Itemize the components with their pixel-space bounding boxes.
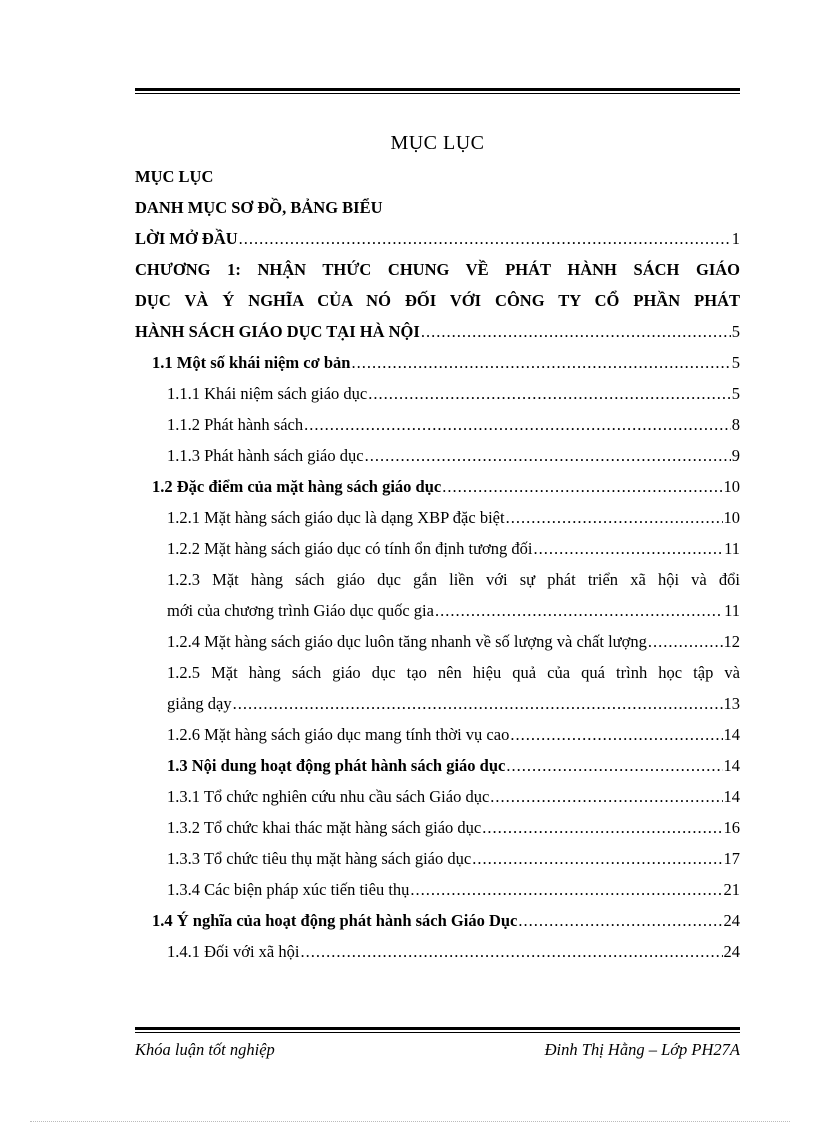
dot-leader bbox=[648, 632, 723, 652]
toc-entry[interactable] bbox=[135, 725, 740, 756]
toc-entry[interactable] bbox=[135, 291, 740, 322]
toc-page-number: 24 bbox=[723, 911, 740, 930]
dot-leader bbox=[506, 756, 722, 776]
toc-entry-text: 1.3.2 Tổ chức khai thác mặt hàng sách giáo dục bbox=[167, 818, 482, 837]
toc-entry[interactable] bbox=[135, 260, 740, 291]
toc-entry[interactable] bbox=[135, 477, 740, 508]
dot-leader bbox=[351, 353, 730, 373]
toc-entry-text: giảng dạy bbox=[167, 694, 232, 713]
dot-leader bbox=[442, 477, 722, 497]
toc-entry-text: 1.2.6 Mặt hàng sách giáo dục mang tính thời vụ cao bbox=[167, 725, 510, 744]
toc-page-number: 5 bbox=[731, 353, 740, 372]
toc-entry-text: LỜI MỞ ĐẦU bbox=[135, 229, 238, 248]
toc-page-number: 21 bbox=[723, 880, 740, 899]
toc-entry-text: 1.2.2 Mặt hàng sách giáo dục có tính ổn định tương đối bbox=[167, 539, 533, 558]
toc-entry[interactable] bbox=[135, 167, 740, 198]
toc-page-number: 10 bbox=[723, 477, 740, 496]
toc-page-number: 14 bbox=[723, 725, 740, 744]
dot-leader bbox=[421, 322, 731, 342]
dot-leader bbox=[510, 725, 722, 745]
toc-page-number: 1 bbox=[731, 229, 740, 248]
table-of-contents bbox=[135, 167, 740, 973]
toc-entry[interactable] bbox=[135, 880, 740, 911]
dot-leader bbox=[239, 229, 731, 249]
toc-page-number: 11 bbox=[724, 601, 740, 620]
toc-page-number: 5 bbox=[731, 384, 740, 403]
toc-entry[interactable] bbox=[135, 663, 740, 694]
toc-entry-text: 1.1 Một số khái niệm cơ bản bbox=[152, 353, 351, 372]
toc-page-number: 11 bbox=[724, 539, 740, 558]
toc-entry[interactable] bbox=[135, 601, 740, 632]
dot-leader bbox=[472, 849, 722, 869]
toc-page-number: 5 bbox=[731, 322, 740, 341]
toc-entry-text: 1.2.5 Mặt hàng sách giáo dục tạo nên hiệu quả của quá trình học tập và bbox=[167, 663, 740, 682]
toc-entry[interactable] bbox=[135, 756, 740, 787]
toc-entry[interactable] bbox=[135, 353, 740, 384]
dot-leader bbox=[304, 415, 731, 435]
dot-leader bbox=[518, 911, 722, 931]
toc-entry-text: 1.1.1 Khái niệm sách giáo dục bbox=[167, 384, 368, 403]
page-title: MỤC LỤC bbox=[390, 132, 485, 154]
dot-leader bbox=[435, 601, 723, 621]
toc-entry-text: 1.3.4 Các biện pháp xúc tiến tiêu thụ bbox=[167, 880, 410, 899]
toc-entry[interactable] bbox=[135, 384, 740, 415]
toc-entry-text: 1.2 Đặc điểm của mặt hàng sách giáo dục bbox=[152, 477, 442, 496]
toc-entry[interactable] bbox=[135, 322, 740, 353]
footer-right-text: Đinh Thị Hằng – Lớp PH27A bbox=[544, 1040, 740, 1059]
footer-rule bbox=[135, 1027, 740, 1033]
toc-entry[interactable] bbox=[135, 694, 740, 725]
toc-page-number: 14 bbox=[723, 787, 740, 806]
toc-entry[interactable] bbox=[135, 849, 740, 880]
toc-entry-text: DỤC VÀ Ý NGHĨA CỦA NÓ ĐỐI VỚI CÔNG TY CỔ PHẦN PHÁT bbox=[135, 291, 740, 310]
page-footer bbox=[135, 1040, 740, 1060]
toc-entry-text: 1.3 Nội dung hoạt động phát hành sách giáo dục bbox=[167, 756, 506, 775]
toc-entry[interactable] bbox=[135, 508, 740, 539]
toc-entry-text: 1.2.3 Mặt hàng sách giáo dục gắn liền với sự phát triển xã hội và đổi bbox=[167, 570, 740, 589]
dot-leader bbox=[365, 446, 731, 466]
dot-leader bbox=[300, 942, 722, 962]
toc-entry-text: mới của chương trình Giáo dục quốc gia bbox=[167, 601, 434, 620]
toc-entry[interactable] bbox=[135, 539, 740, 570]
toc-page-number: 10 bbox=[723, 508, 740, 527]
dot-leader bbox=[368, 384, 731, 404]
header-rule bbox=[135, 88, 740, 94]
toc-page-number: 24 bbox=[723, 942, 740, 961]
dot-leader bbox=[490, 787, 722, 807]
toc-entry-text: 1.1.3 Phát hành sách giáo dục bbox=[167, 446, 364, 465]
toc-entry[interactable] bbox=[135, 787, 740, 818]
toc-entry-text: 1.1.2 Phát hành sách bbox=[167, 415, 304, 434]
toc-entry-text: 1.3.1 Tổ chức nghiên cứu nhu cầu sách Giáo dục bbox=[167, 787, 490, 806]
toc-entry-text: CHƯƠNG 1: NHẬN THỨC CHUNG VỀ PHÁT HÀNH SÁCH GIÁO bbox=[135, 260, 740, 279]
dot-leader bbox=[506, 508, 723, 528]
toc-entry[interactable] bbox=[135, 415, 740, 446]
toc-entry-text: MỤC LỤC bbox=[135, 167, 214, 186]
toc-entry[interactable] bbox=[135, 911, 740, 942]
toc-entry[interactable] bbox=[135, 818, 740, 849]
toc-page-number: 13 bbox=[723, 694, 740, 713]
toc-page-number: 17 bbox=[723, 849, 740, 868]
toc-entry-text: 1.2.4 Mặt hàng sách giáo dục luôn tăng nhanh về số lượng và chất lượng bbox=[167, 632, 647, 651]
toc-entry[interactable] bbox=[135, 632, 740, 663]
toc-page-number: 16 bbox=[723, 818, 740, 837]
dot-leader bbox=[233, 694, 723, 714]
toc-page-number: 12 bbox=[723, 632, 740, 651]
page-bottom-edge bbox=[30, 1121, 790, 1122]
toc-entry[interactable] bbox=[135, 446, 740, 477]
toc-entry-text: 1.2.1 Mặt hàng sách giáo dục là dạng XBP đặc biệt bbox=[167, 508, 505, 527]
toc-page-number: 9 bbox=[731, 446, 740, 465]
toc-entry-text: 1.4.1 Đối với xã hội bbox=[167, 942, 300, 961]
toc-entry-text: HÀNH SÁCH GIÁO DỤC TẠI HÀ NỘI bbox=[135, 322, 420, 341]
dot-leader bbox=[482, 818, 722, 838]
toc-page-number: 14 bbox=[723, 756, 740, 775]
toc-page-number: 8 bbox=[731, 415, 740, 434]
toc-entry[interactable] bbox=[135, 229, 740, 260]
toc-entry[interactable] bbox=[135, 198, 740, 229]
toc-entry-text: 1.3.3 Tổ chức tiêu thụ mặt hàng sách giáo dục bbox=[167, 849, 472, 868]
dot-leader bbox=[410, 880, 722, 900]
dot-leader bbox=[534, 539, 724, 559]
toc-entry[interactable] bbox=[135, 942, 740, 973]
footer-left-text: Khóa luận tốt nghiệp bbox=[135, 1040, 275, 1059]
toc-entry-text: 1.4 Ý nghĩa của hoạt động phát hành sách Giáo Dục bbox=[152, 911, 518, 930]
toc-entry-text: DANH MỤC SƠ ĐỒ, BẢNG BIỂU bbox=[135, 198, 383, 217]
toc-entry[interactable] bbox=[135, 570, 740, 601]
